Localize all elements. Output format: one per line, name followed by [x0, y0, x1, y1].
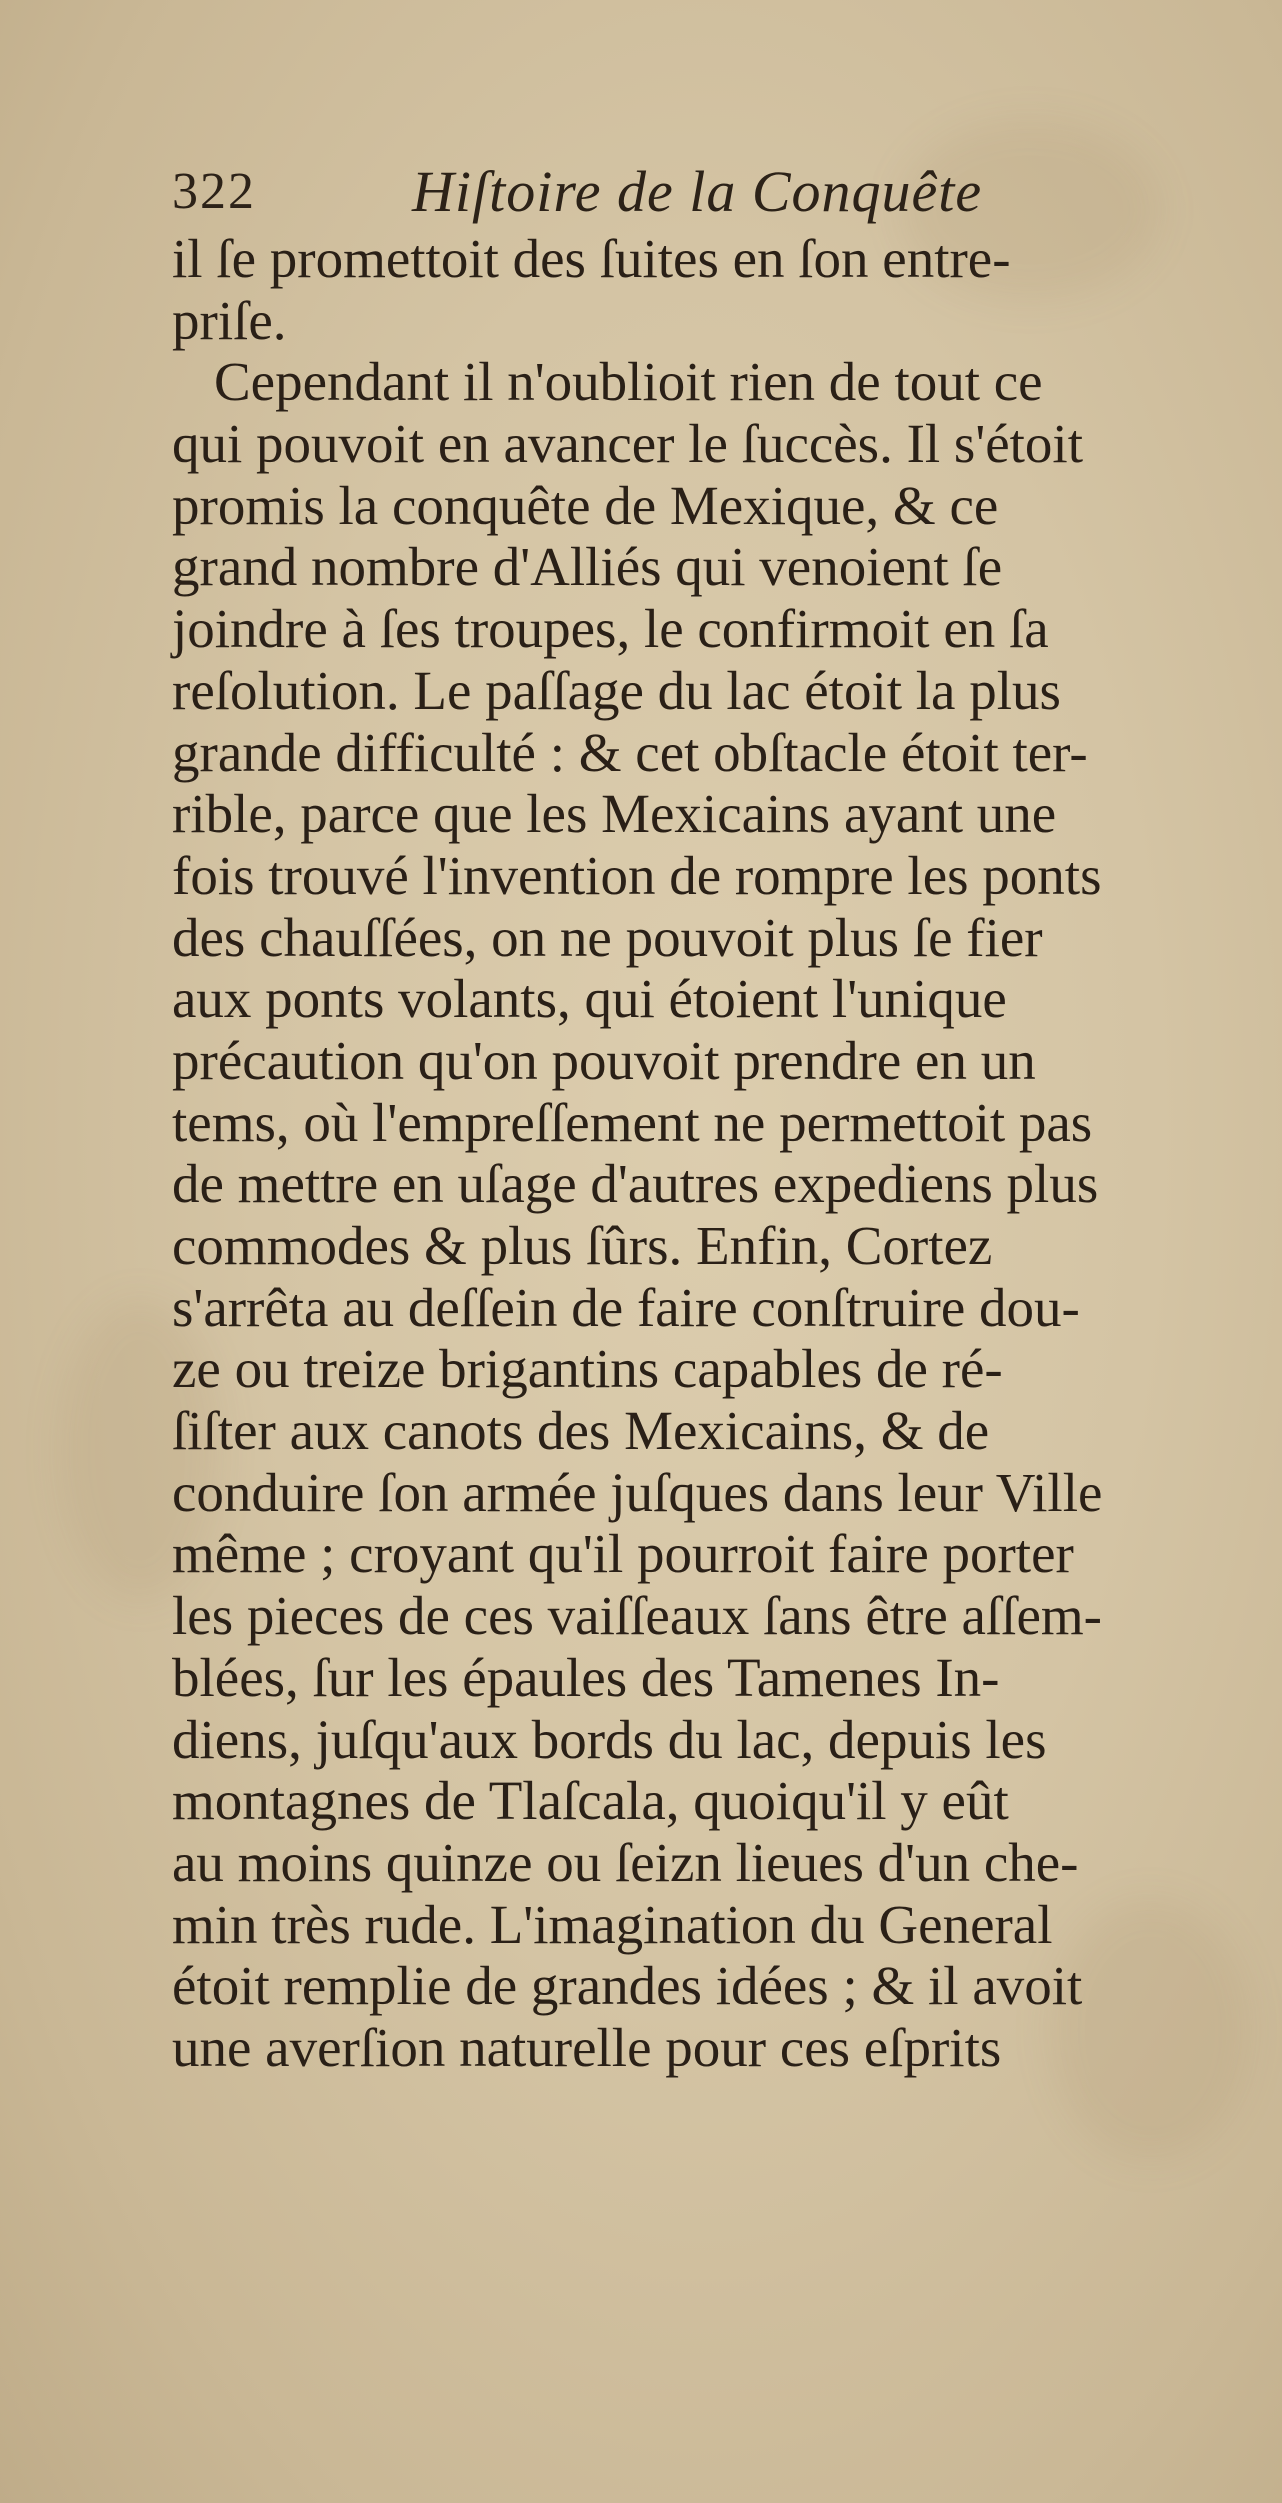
text-line: grand nombre d'Alliés qui venoient ſe: [172, 536, 1003, 598]
text-line: qui pouvoit en avancer le ſuccès. Il s'étoit: [172, 413, 1083, 475]
text-line: montagnes de Tlaſcala, quoiqu'il y eût: [172, 1770, 1009, 1832]
text-line: s'arrêta au deſſein de faire conſtruire dou-: [172, 1276, 1080, 1338]
text-line: même ; croyant qu'il pourroit faire porter: [172, 1523, 1074, 1585]
text-line: conduire ſon armée juſques dans leur Ville: [172, 1461, 1103, 1523]
text-line: ſiſter aux canots des Mexicains, & de: [172, 1400, 990, 1462]
text-line: diens, juſqu'aux bords du lac, depuis les: [172, 1708, 1047, 1770]
text-line: commodes & plus ſûrs. Enfin, Cortez: [172, 1215, 993, 1276]
page-number: 322: [172, 163, 256, 220]
text-line: reſolution. Le paſſage du lac étoit la plus: [172, 659, 1061, 721]
text-line: grande difficulté : & cet obſtacle étoit ter-: [172, 721, 1088, 783]
text-line: précaution qu'on pouvoit prendre en un: [172, 1029, 1036, 1091]
text-line: fois trouvé l'invention de rompre les ponts: [172, 844, 1102, 906]
text-line: des chauſſées, on ne pouvoit plus ſe fier: [172, 906, 1043, 968]
text-line: rible, parce que les Mexicains ayant une: [172, 783, 1057, 845]
text-line: min très rude. L'imagination du General: [172, 1893, 1053, 1955]
text-line: Cependant il n'oublioit rien de tout ce: [214, 351, 1043, 413]
text-line: les pieces de ces vaiſſeaux ſans être aſſem-: [172, 1585, 1102, 1647]
text-line: aux ponts volants, qui étoient l'unique: [172, 968, 1007, 1030]
text-line: tems, où l'empreſſement ne permettoit pas: [172, 1091, 1093, 1153]
text-line: une averſion naturelle pour ces eſprits: [172, 2016, 1002, 2078]
text-line: au moins quinze ou ſeizn lieues d'un che-: [172, 1831, 1079, 1893]
text-line: étoit remplie de grandes idées ; & il avoit: [172, 1955, 1083, 2017]
text-line: promis la conquête de Mexique, & ce: [172, 474, 999, 536]
text-line: ze ou treize brigantins capables de ré-: [172, 1338, 1003, 1400]
text-line: il ſe promettoit des ſuites en ſon entre-: [172, 228, 1011, 289]
body-text: [172, 228, 1232, 2079]
text-line: blées, ſur les épaules des Tamenes In-: [172, 1646, 1000, 1708]
text-line: joindre à ſes troupes, le confirmoit en ſa: [172, 598, 1049, 660]
running-header: [172, 158, 1172, 228]
text-line: priſe.: [172, 289, 287, 351]
running-title: Hiſtoire de la Conquête: [412, 159, 983, 224]
text-line: de mettre en uſage d'autres expediens plus: [172, 1153, 1099, 1215]
